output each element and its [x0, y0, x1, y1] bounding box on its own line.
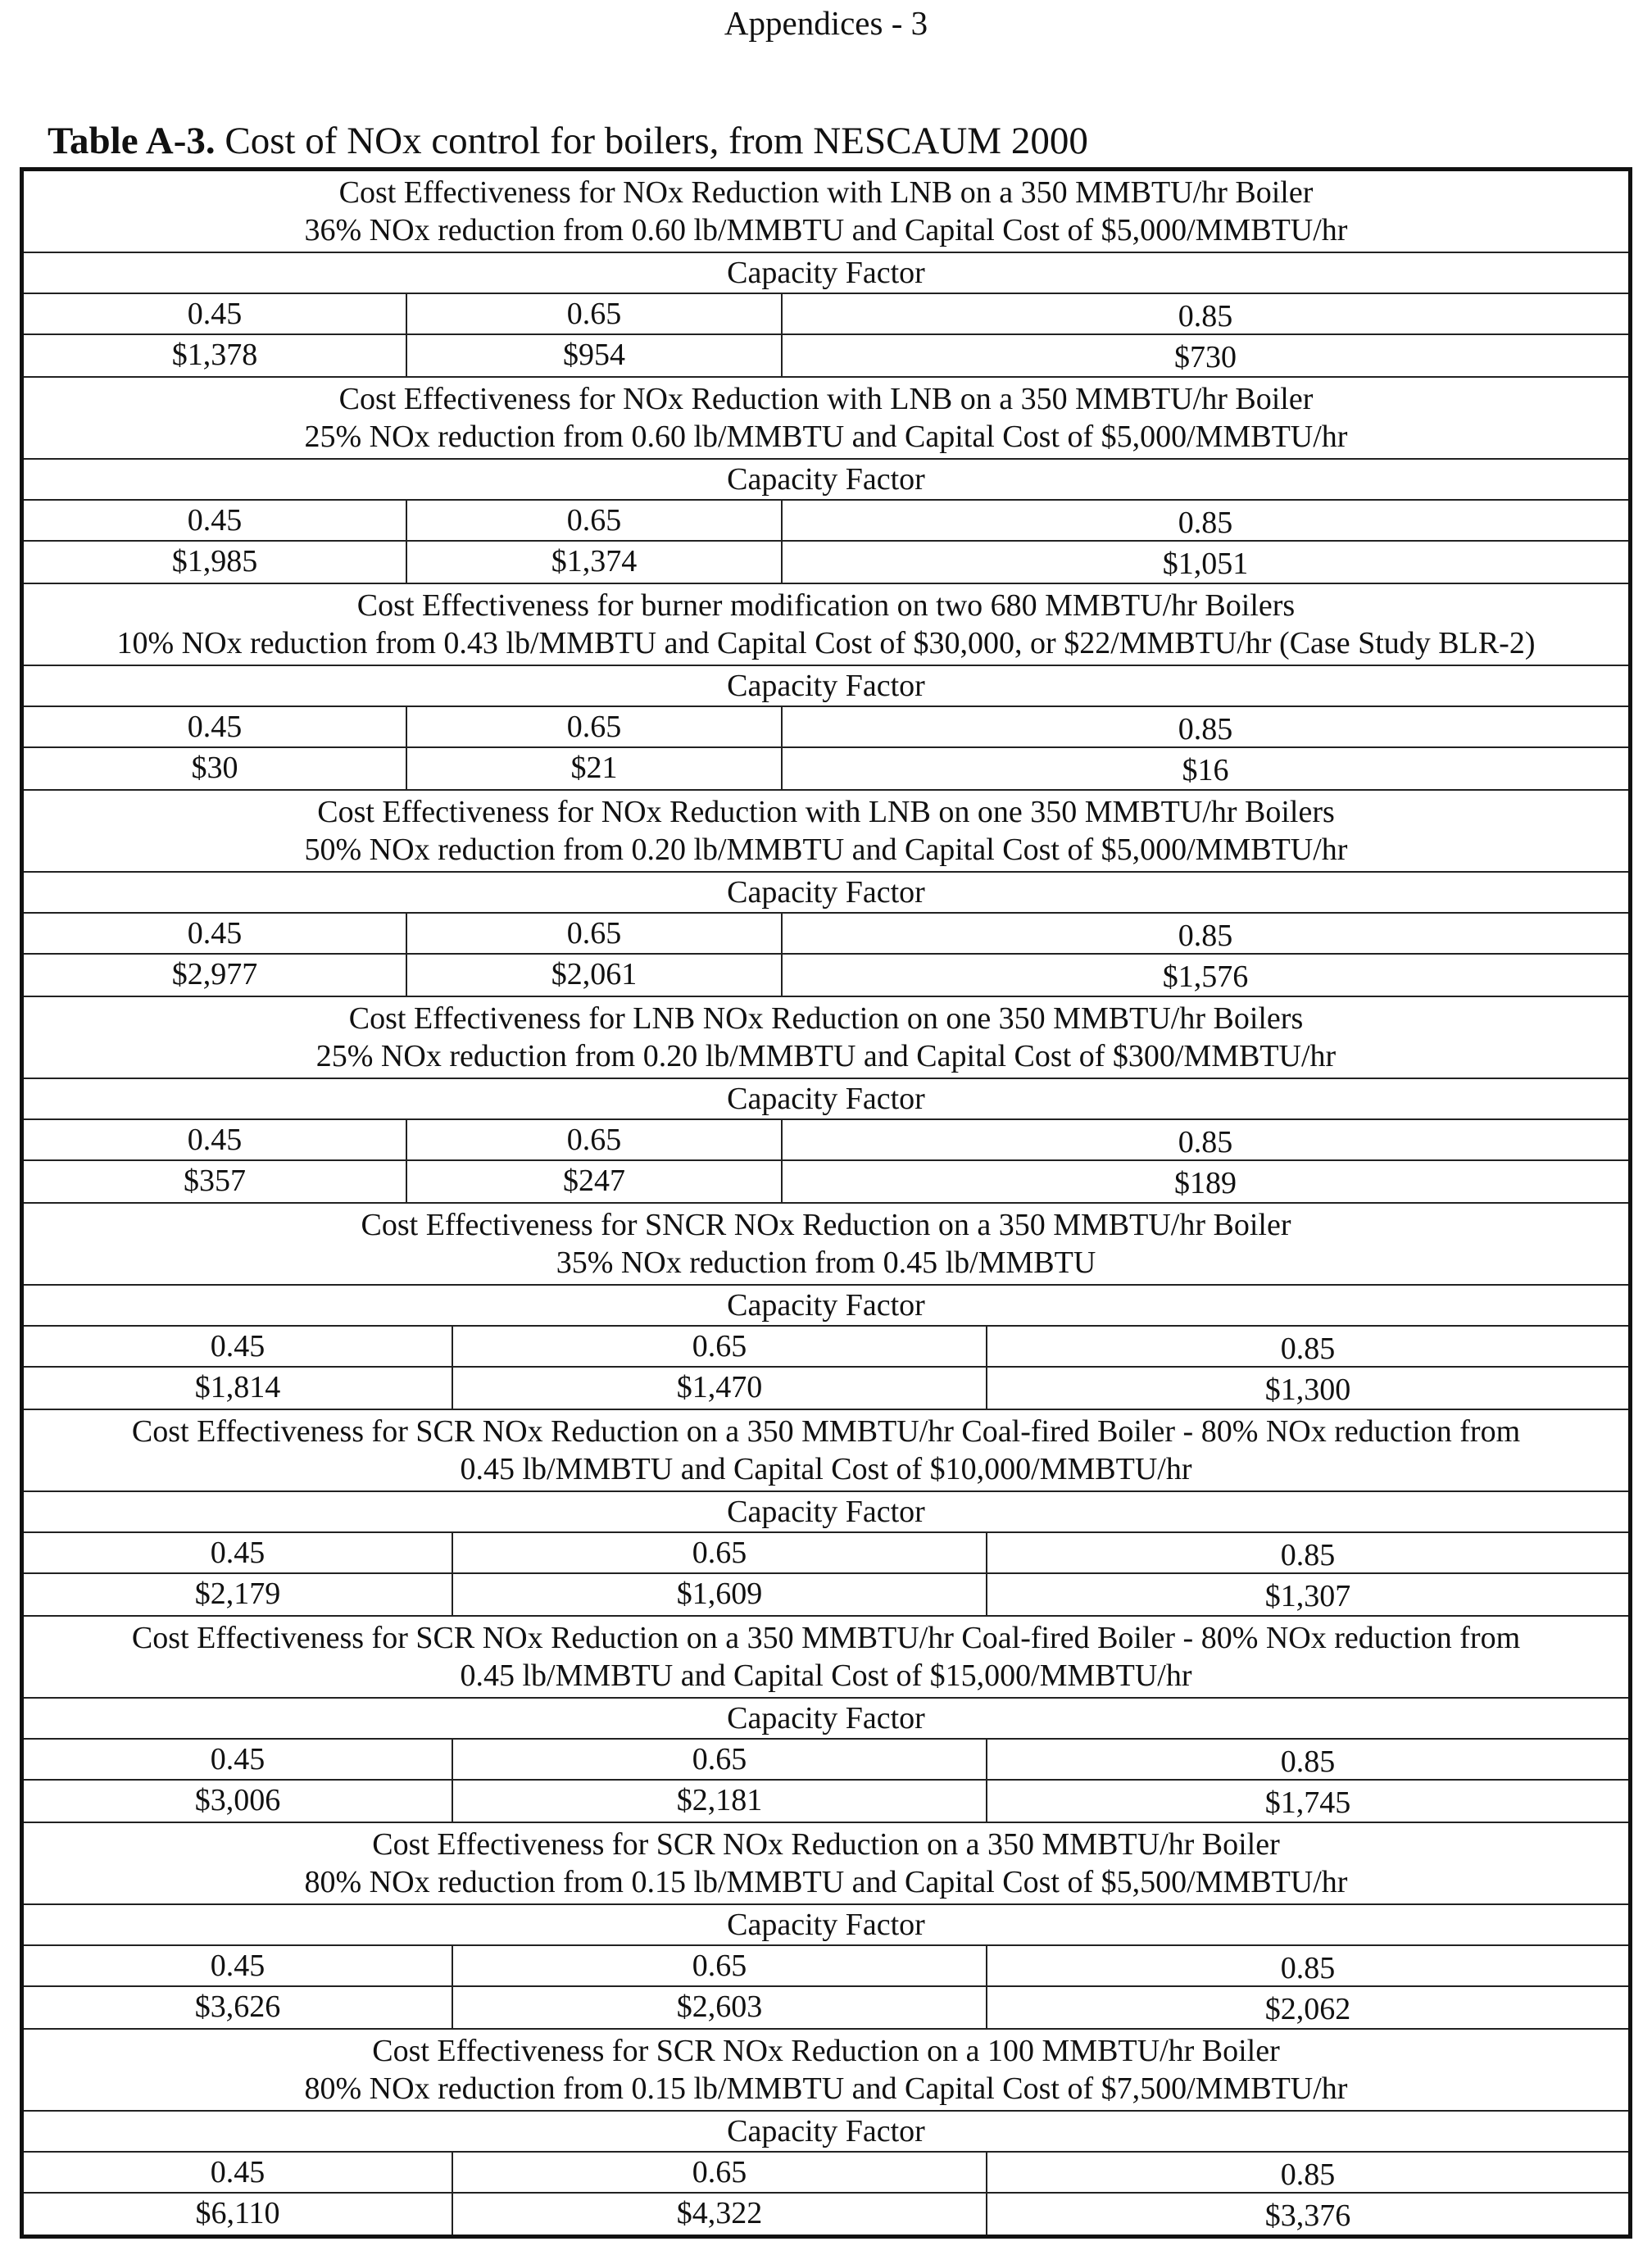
- factor-cell: 0.45: [24, 294, 407, 333]
- factor-cell: 0.85: [1280, 1745, 1336, 1779]
- section-heading: [24, 378, 1628, 460]
- section-heading-line2: 36% NOx reduction from 0.60 lb/MMBTU and Capital Cost of $5,000/MMBTU/hr: [304, 213, 1348, 247]
- section-heading-line1: Cost Effectiveness for SCR NOx Reduction on a 100 MMBTU/hr Boiler: [372, 2034, 1280, 2068]
- factor-cell: 0.65: [407, 294, 783, 333]
- factor-row: [24, 1740, 1628, 1781]
- cost-cell: $21: [407, 748, 783, 789]
- capacity-factor-label: Capacity Factor: [24, 1079, 1628, 1120]
- section-heading-line2: 80% NOx reduction from 0.15 lb/MMBTU and Capital Cost of $5,500/MMBTU/hr: [304, 1865, 1348, 1899]
- section-heading: [24, 171, 1628, 253]
- cost-cell: $2,062: [1264, 1992, 1351, 2026]
- cost-cell: $1,051: [1162, 547, 1249, 581]
- section-heading-line1: Cost Effectiveness for SCR NOx Reduction on a 350 MMBTU/hr Coal-fired Boiler - 80% NOx reduction from: [131, 1414, 1521, 1449]
- capacity-factor-label: Capacity Factor: [24, 1905, 1628, 1946]
- factor-cell: 0.45: [24, 1120, 407, 1159]
- table-section: [24, 1823, 1628, 2030]
- table-section: [24, 1204, 1628, 1410]
- capacity-factor-label: Capacity Factor: [24, 460, 1628, 501]
- cost-cell: $954: [407, 335, 783, 376]
- factor-cell: 0.85: [1178, 1125, 1233, 1159]
- cost-cell: $189: [1174, 1166, 1237, 1200]
- section-heading-line1: Cost Effectiveness for NOx Reduction with LNB on a 350 MMBTU/hr Boiler: [338, 175, 1314, 210]
- cost-cell: $1,307: [1264, 1579, 1351, 1613]
- section-heading: [24, 1410, 1628, 1492]
- cost-cell: $247: [407, 1161, 783, 1202]
- cost-cell: $6,110: [24, 2194, 453, 2235]
- cost-row: [24, 1987, 1628, 2028]
- cost-cell: $3,626: [24, 1987, 453, 2028]
- section-heading: [24, 1204, 1628, 1286]
- table-section: [24, 584, 1628, 791]
- cost-row: [24, 2194, 1628, 2235]
- section-heading-line1: Cost Effectiveness for NOx Reduction with LNB on a 350 MMBTU/hr Boiler: [338, 382, 1314, 416]
- factor-cell: 0.45: [24, 1740, 453, 1779]
- cost-cell: $1,985: [24, 542, 407, 583]
- section-heading-line1: Cost Effectiveness for NOx Reduction with LNB on one 350 MMBTU/hr Boilers: [317, 795, 1335, 829]
- section-heading-line2: 25% NOx reduction from 0.20 lb/MMBTU and Capital Cost of $300/MMBTU/hr: [315, 1039, 1337, 1073]
- capacity-factor-label: Capacity Factor: [24, 1699, 1628, 1740]
- cost-cell: $1,470: [453, 1368, 987, 1409]
- section-heading-line1: Cost Effectiveness for SCR NOx Reduction on a 350 MMBTU/hr Boiler: [372, 1827, 1280, 1862]
- cost-cell: $730: [1174, 340, 1237, 374]
- capacity-factor-label: Capacity Factor: [24, 873, 1628, 914]
- table-section: [24, 1410, 1628, 1617]
- factor-cell: 0.85: [1280, 1538, 1336, 1572]
- factor-cell: 0.85: [1280, 2157, 1336, 2192]
- factor-cell: 0.85: [1178, 299, 1233, 333]
- section-heading-line1: Cost Effectiveness for burner modification on two 680 MMBTU/hr Boilers: [356, 588, 1296, 623]
- factor-cell: 0.65: [453, 1740, 987, 1779]
- cost-cell: $357: [24, 1161, 407, 1202]
- table-section: [24, 791, 1628, 997]
- factor-cell: 0.85: [1280, 1951, 1336, 1985]
- cost-cell: $16: [1182, 753, 1229, 787]
- table-title: [48, 118, 1088, 164]
- cost-cell: $1,378: [24, 335, 407, 376]
- section-heading: [24, 1617, 1628, 1699]
- cost-cell: $3,376: [1264, 2198, 1351, 2233]
- factor-cell: 0.85: [1178, 712, 1233, 746]
- table-section: [24, 2030, 1628, 2235]
- section-heading-line1: Cost Effectiveness for SCR NOx Reduction on a 350 MMBTU/hr Coal-fired Boiler - 80% NOx reduction from: [131, 1621, 1521, 1655]
- factor-cell: 0.85: [1178, 919, 1233, 953]
- table-section: [24, 378, 1628, 584]
- cost-cell: $1,300: [1264, 1373, 1351, 1407]
- cost-row: [24, 748, 1628, 789]
- factor-row: [24, 1533, 1628, 1574]
- section-heading: [24, 2030, 1628, 2112]
- factor-cell: 0.65: [453, 1533, 987, 1572]
- section-heading: [24, 791, 1628, 873]
- table-section: [24, 1617, 1628, 1823]
- section-heading-line2: 10% NOx reduction from 0.43 lb/MMBTU and Capital Cost of $30,000, or $22/MMBTU/hr (Case Study BLR-2): [116, 626, 1536, 660]
- factor-cell: 0.65: [407, 1120, 783, 1159]
- cost-cell: $1,576: [1162, 960, 1249, 994]
- table-caption: Cost of NOx control for boilers, from NESCAUM 2000: [225, 120, 1088, 162]
- factor-cell: 0.65: [407, 914, 783, 953]
- section-heading-line2: 0.45 lb/MMBTU and Capital Cost of $15,000/MMBTU/hr: [460, 1658, 1192, 1693]
- cost-cell: $2,977: [24, 955, 407, 996]
- cost-row: [24, 1368, 1628, 1409]
- capacity-factor-label: Capacity Factor: [24, 666, 1628, 707]
- table-section: [24, 171, 1628, 378]
- cost-row: [24, 542, 1628, 583]
- factor-row: [24, 501, 1628, 542]
- factor-cell: 0.65: [407, 501, 783, 540]
- cost-row: [24, 1574, 1628, 1615]
- section-heading-line1: Cost Effectiveness for LNB NOx Reduction on one 350 MMBTU/hr Boilers: [348, 1001, 1304, 1036]
- cost-cell: $2,179: [24, 1574, 453, 1615]
- section-heading-line1: Cost Effectiveness for SNCR NOx Reduction on a 350 MMBTU/hr Boiler: [361, 1208, 1291, 1242]
- factor-cell: 0.65: [453, 1946, 987, 1985]
- section-heading-line2: 25% NOx reduction from 0.60 lb/MMBTU and Capital Cost of $5,000/MMBTU/hr: [304, 420, 1348, 454]
- factor-cell: 0.45: [24, 1327, 453, 1366]
- factor-cell: 0.45: [24, 1533, 453, 1572]
- cost-cell: $30: [24, 748, 407, 789]
- cost-row: [24, 335, 1628, 376]
- factor-cell: 0.45: [24, 1946, 453, 1985]
- factor-cell: 0.85: [1280, 1332, 1336, 1366]
- cost-cell: $1,609: [453, 1574, 987, 1615]
- capacity-factor-label: Capacity Factor: [24, 2112, 1628, 2153]
- cost-cell: $4,322: [453, 2194, 987, 2235]
- factor-row: [24, 2153, 1628, 2194]
- cost-row: [24, 1161, 1628, 1202]
- cost-cell: $1,374: [407, 542, 783, 583]
- cost-table: [20, 167, 1632, 2239]
- factor-cell: 0.85: [1178, 506, 1233, 540]
- factor-cell: 0.45: [24, 501, 407, 540]
- cost-cell: $2,603: [453, 1987, 987, 2028]
- section-heading: [24, 584, 1628, 666]
- factor-row: [24, 707, 1628, 748]
- factor-cell: 0.65: [407, 707, 783, 746]
- factor-row: [24, 1120, 1628, 1161]
- section-heading-line2: 0.45 lb/MMBTU and Capital Cost of $10,000/MMBTU/hr: [460, 1452, 1192, 1486]
- factor-row: [24, 1946, 1628, 1987]
- factor-cell: 0.45: [24, 707, 407, 746]
- cost-cell: $2,181: [453, 1781, 987, 1822]
- capacity-factor-label: Capacity Factor: [24, 1286, 1628, 1327]
- cost-row: [24, 1781, 1628, 1822]
- section-heading-line2: 50% NOx reduction from 0.20 lb/MMBTU and Capital Cost of $5,000/MMBTU/hr: [304, 833, 1348, 867]
- table-section: [24, 997, 1628, 1204]
- capacity-factor-label: Capacity Factor: [24, 1492, 1628, 1533]
- cost-cell: $2,061: [407, 955, 783, 996]
- table-label: Table A-3.: [48, 120, 216, 162]
- section-heading: [24, 1823, 1628, 1905]
- factor-cell: 0.65: [453, 2153, 987, 2192]
- cost-cell: $1,814: [24, 1368, 453, 1409]
- factor-cell: 0.45: [24, 914, 407, 953]
- section-heading-line2: 80% NOx reduction from 0.15 lb/MMBTU and Capital Cost of $7,500/MMBTU/hr: [304, 2071, 1348, 2106]
- capacity-factor-label: Capacity Factor: [24, 253, 1628, 294]
- factor-cell: 0.45: [24, 2153, 453, 2192]
- factor-row: [24, 294, 1628, 335]
- section-heading-line2: 35% NOx reduction from 0.45 lb/MMBTU: [556, 1245, 1096, 1280]
- page-header: Appendices - 3: [724, 4, 928, 42]
- factor-cell: 0.65: [453, 1327, 987, 1366]
- factor-row: [24, 1327, 1628, 1368]
- cost-cell: $1,745: [1264, 1785, 1351, 1820]
- cost-cell: $3,006: [24, 1781, 453, 1822]
- section-heading: [24, 997, 1628, 1079]
- factor-row: [24, 914, 1628, 955]
- cost-row: [24, 955, 1628, 996]
